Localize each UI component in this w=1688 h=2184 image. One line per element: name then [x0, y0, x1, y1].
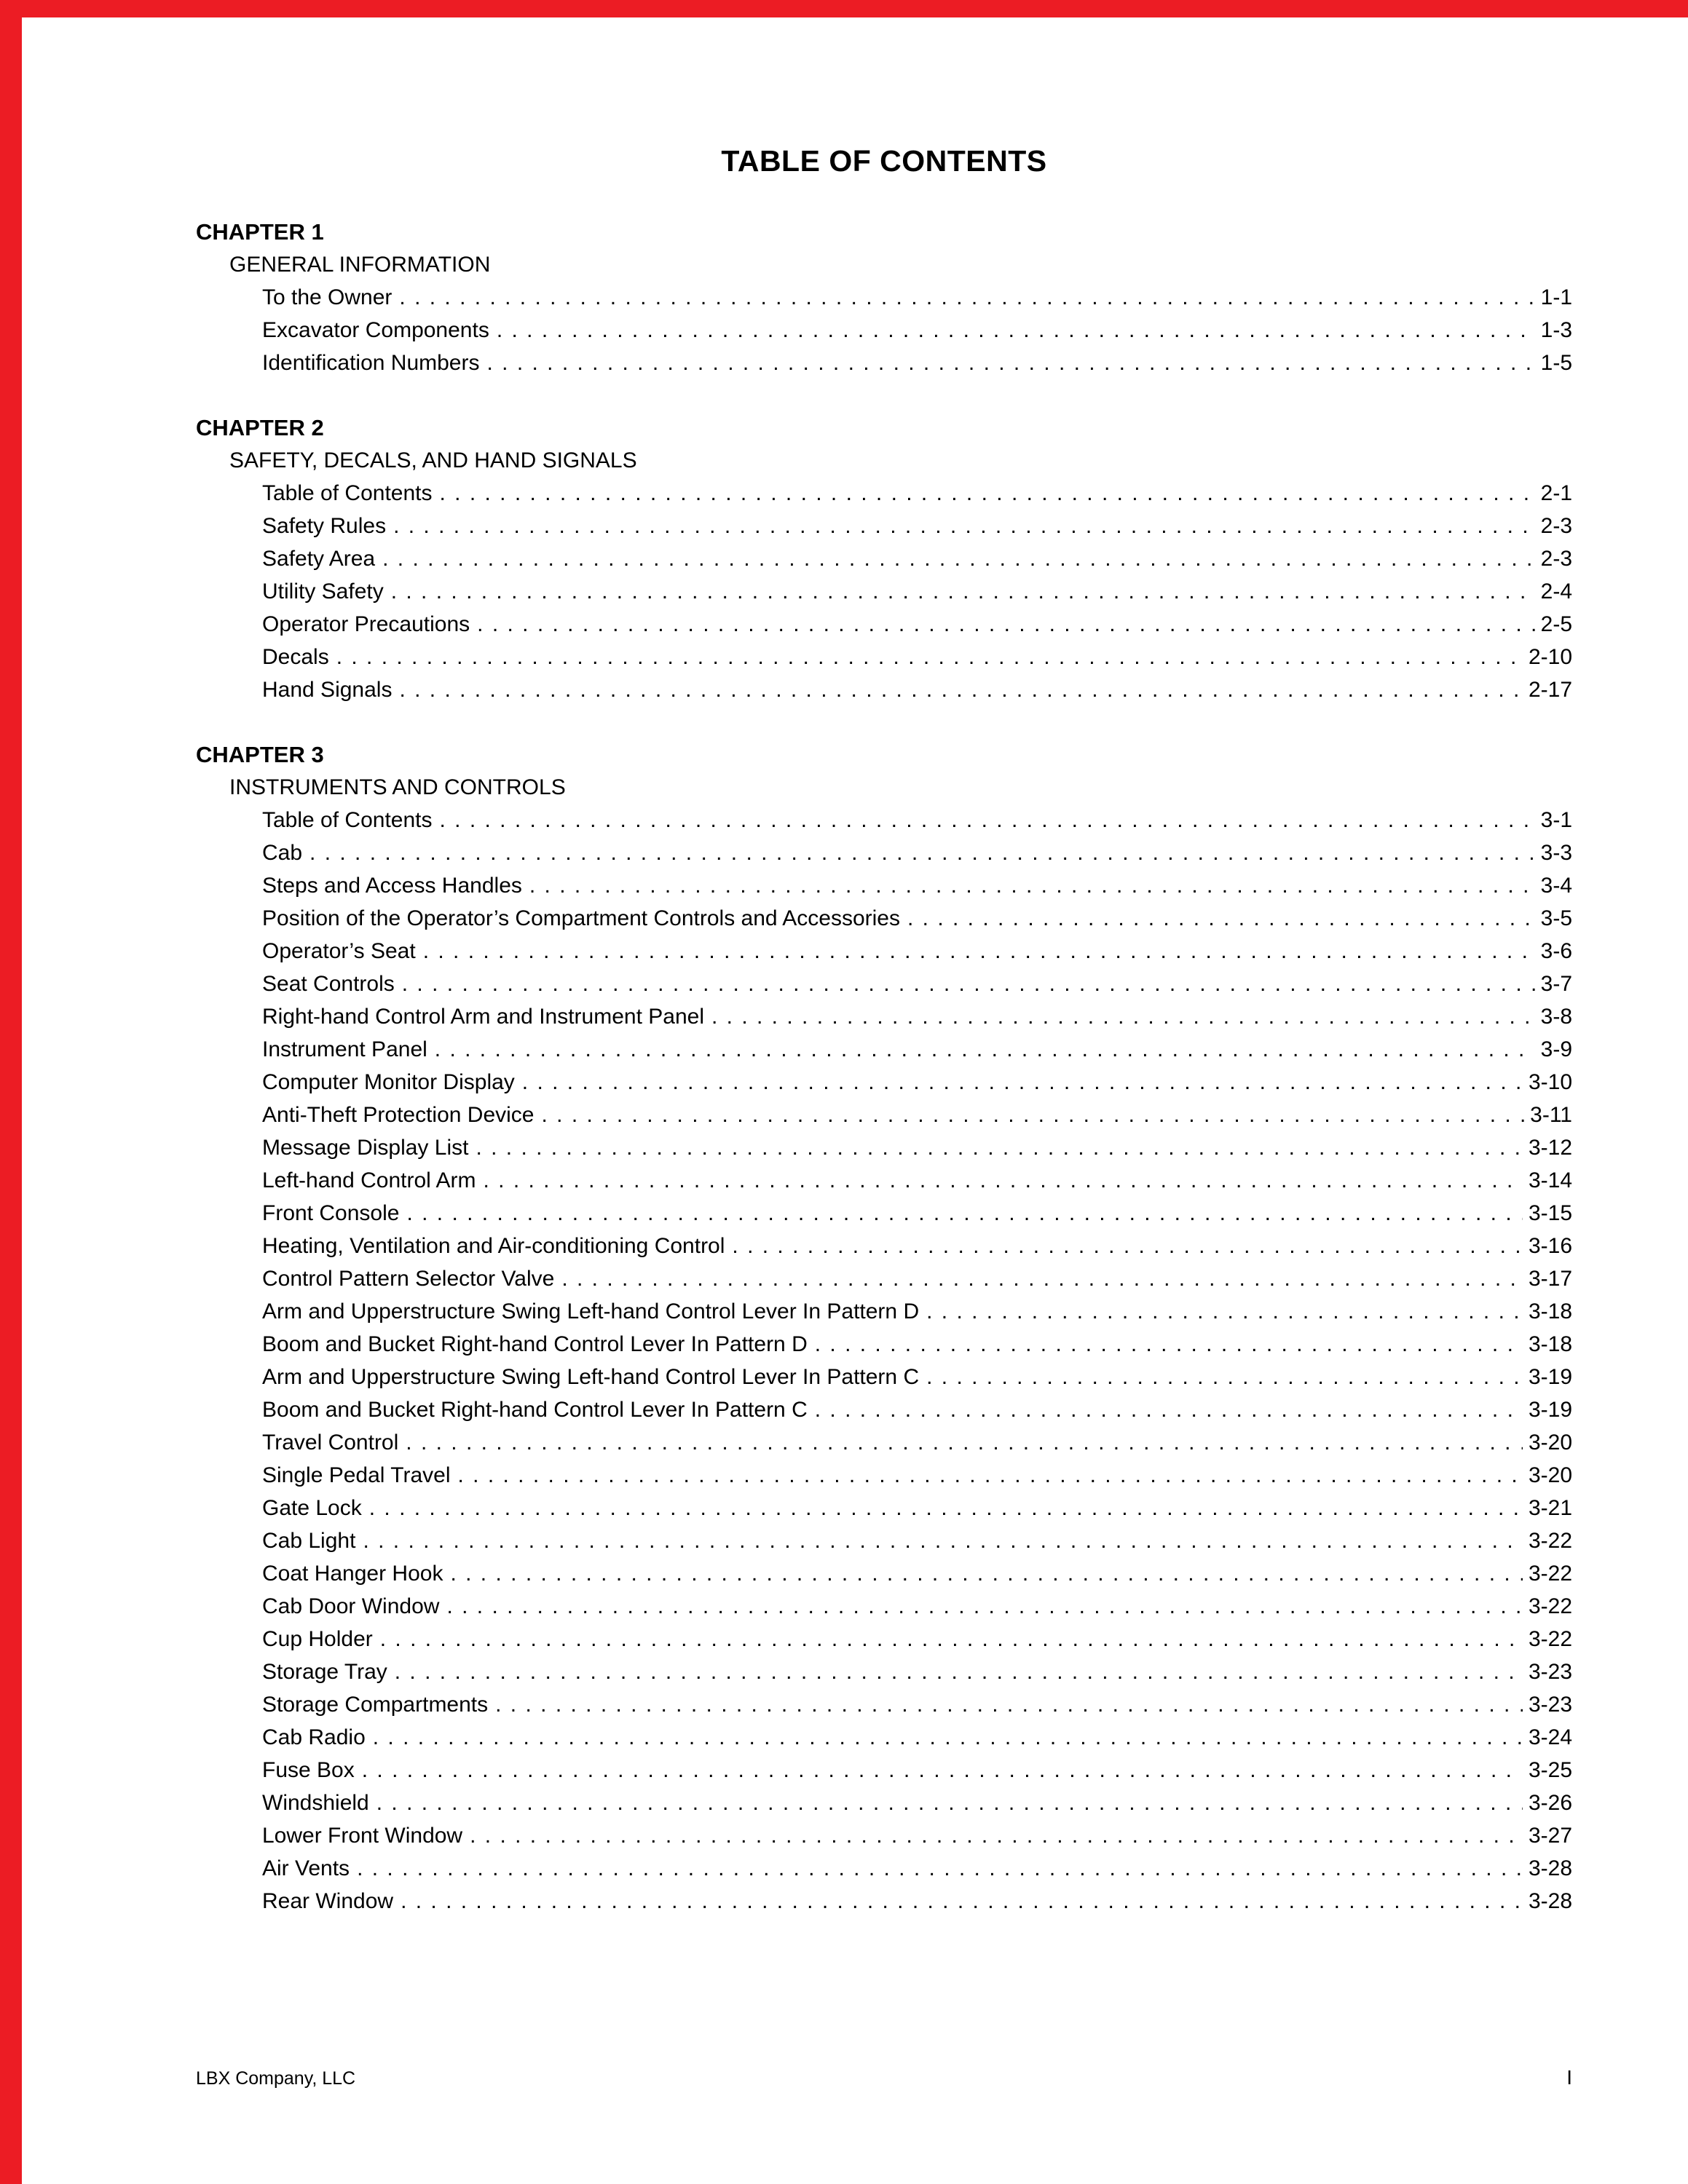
- toc-dot-leader: [561, 1262, 1523, 1295]
- toc-entry-label: Operator Precautions: [262, 612, 470, 636]
- toc-entry-page: 3-24: [1528, 1725, 1572, 1749]
- toc-entry: [262, 1754, 1572, 1787]
- toc-entry-label: Table of Contents: [262, 481, 433, 505]
- toc-entry: [262, 1197, 1572, 1230]
- toc-entry: [262, 1557, 1572, 1590]
- toc-dot-leader: [399, 281, 1534, 314]
- toc-entry-label: Cab: [262, 841, 303, 865]
- toc-entry-label: Excavator Components: [262, 318, 489, 342]
- toc-entry-label: Identification Numbers: [262, 351, 480, 375]
- toc-entry-label: Cab Radio: [262, 1725, 366, 1749]
- toc-entry-page: 2-3: [1540, 514, 1572, 538]
- toc-entry-label: Safety Rules: [262, 514, 387, 538]
- toc-entry-label: Front Console: [262, 1201, 400, 1225]
- toc-dot-leader: [373, 1721, 1523, 1754]
- toc-entry-page: 3-25: [1528, 1758, 1572, 1782]
- toc-entry-page: 1-1: [1540, 285, 1572, 309]
- toc-entry: [262, 1164, 1572, 1197]
- chapter-section: [196, 411, 1572, 706]
- chapter-subtitle: GENERAL INFORMATION: [229, 253, 491, 277]
- toc-entry-label: Lower Front Window: [262, 1824, 463, 1848]
- toc-entry-page: 3-12: [1528, 1136, 1572, 1160]
- toc-entry-page: 2-10: [1528, 645, 1572, 669]
- toc-entry: [262, 1262, 1572, 1295]
- toc-dot-leader: [815, 1393, 1523, 1426]
- toc-entry: [262, 1819, 1572, 1852]
- toc-entry-label: Coat Hanger Hook: [262, 1562, 443, 1586]
- toc-dot-leader: [497, 314, 1535, 347]
- toc-dot-leader: [401, 1885, 1523, 1918]
- toc-entry: [262, 1328, 1572, 1361]
- toc-dot-leader: [483, 1164, 1522, 1197]
- toc-entry-page: 3-15: [1528, 1201, 1572, 1225]
- toc-entry-label: To the Owner: [262, 285, 393, 309]
- toc-entry: [262, 575, 1572, 608]
- footer-company-name: LBX Company, LLC: [196, 2068, 356, 2089]
- toc-dot-leader: [907, 902, 1535, 935]
- toc-dot-leader: [393, 510, 1535, 542]
- toc-entry-label: Cup Holder: [262, 1627, 373, 1651]
- toc-dot-leader: [711, 1000, 1535, 1033]
- toc-dot-leader: [369, 1492, 1523, 1524]
- chapter-heading: CHAPTER 2: [196, 415, 324, 440]
- toc-entry-page: 3-20: [1528, 1431, 1572, 1455]
- chapter-entries: [196, 281, 1572, 379]
- toc-entry-page: 3-5: [1540, 906, 1572, 930]
- toc-entry: [262, 1361, 1572, 1393]
- toc-entry: [262, 542, 1572, 575]
- toc-entry-page: 3-19: [1528, 1398, 1572, 1422]
- toc-entry: [262, 477, 1572, 510]
- toc-entry-page: 2-4: [1540, 579, 1572, 604]
- toc-dot-leader: [309, 836, 1535, 869]
- chapters-container: [196, 215, 1572, 1918]
- toc-entry-page: 3-28: [1528, 1889, 1572, 1913]
- toc-entry: [262, 935, 1572, 968]
- toc-dot-leader: [522, 1066, 1523, 1099]
- toc-entry-label: Arm and Upperstructure Swing Left-hand Control Lever In Pattern C: [262, 1365, 920, 1389]
- toc-entry: [262, 1230, 1572, 1262]
- toc-entry-label: Single Pedal Travel: [262, 1463, 451, 1487]
- toc-dot-leader: [476, 1131, 1523, 1164]
- toc-dot-leader: [406, 1426, 1523, 1459]
- toc-entry-page: 2-17: [1528, 678, 1572, 702]
- toc-entry: [262, 1721, 1572, 1754]
- toc-entry-page: 3-18: [1528, 1299, 1572, 1324]
- toc-entry-page: 3-23: [1528, 1660, 1572, 1684]
- toc-entry-page: 2-5: [1540, 612, 1572, 636]
- chapter-subtitle: SAFETY, DECALS, AND HAND SIGNALS: [229, 448, 637, 472]
- toc-dot-leader: [486, 347, 1534, 379]
- toc-entry: [262, 641, 1572, 673]
- toc-dot-leader: [439, 477, 1534, 510]
- toc-entry-label: Utility Safety: [262, 579, 384, 604]
- toc-entry-label: Cab Light: [262, 1529, 356, 1553]
- toc-entry-page: 3-10: [1528, 1070, 1572, 1094]
- toc-dot-leader: [376, 1787, 1523, 1819]
- toc-dot-leader: [439, 804, 1534, 836]
- toc-entry: [262, 673, 1572, 706]
- toc-entry-page: 3-27: [1528, 1824, 1572, 1848]
- toc-entry: [262, 1655, 1572, 1688]
- toc-dot-leader: [470, 1819, 1523, 1852]
- toc-entry: [262, 1590, 1572, 1623]
- toc-entry: [262, 836, 1572, 869]
- page-footer: [196, 2066, 1572, 2089]
- toc-dot-leader: [458, 1459, 1523, 1492]
- toc-entry-label: Storage Tray: [262, 1660, 387, 1684]
- toc-dot-leader: [382, 542, 1535, 575]
- toc-entry-page: 3-20: [1528, 1463, 1572, 1487]
- toc-entry-page: 1-3: [1540, 318, 1572, 342]
- chapter-heading: CHAPTER 3: [196, 742, 324, 767]
- toc-entry-page: 3-19: [1528, 1365, 1572, 1389]
- toc-entry: [262, 1295, 1572, 1328]
- toc-entry-label: Rear Window: [262, 1889, 394, 1913]
- toc-entry-page: 3-14: [1528, 1168, 1572, 1192]
- toc-entry-label: Arm and Upperstructure Swing Left-hand Control Lever In Pattern D: [262, 1299, 920, 1324]
- toc-entry-page: 3-28: [1528, 1856, 1572, 1880]
- toc-entry-label: Windshield: [262, 1791, 369, 1815]
- toc-entry-label: Boom and Bucket Right-hand Control Lever In Pattern C: [262, 1398, 808, 1422]
- toc-entry-label: Instrument Panel: [262, 1037, 427, 1061]
- toc-entry: [262, 1852, 1572, 1885]
- toc-entry-page: 3-11: [1530, 1103, 1572, 1127]
- toc-dot-leader: [406, 1197, 1523, 1230]
- footer-page-number: I: [1566, 2066, 1572, 2089]
- toc-dot-leader: [435, 1033, 1535, 1066]
- toc-entry: [262, 968, 1572, 1000]
- toc-entry: [262, 1787, 1572, 1819]
- toc-entry-page: 3-22: [1528, 1529, 1572, 1553]
- toc-entry-label: Boom and Bucket Right-hand Control Lever In Pattern D: [262, 1332, 808, 1356]
- toc-entry-label: Cab Door Window: [262, 1594, 440, 1618]
- toc-entry-label: Table of Contents: [262, 808, 433, 832]
- toc-entry-label: Heating, Ventilation and Air-conditioning Control: [262, 1234, 725, 1258]
- toc-entry-page: 3-22: [1528, 1627, 1572, 1651]
- toc-entry-label: Gate Lock: [262, 1496, 362, 1520]
- toc-entry: [262, 1885, 1572, 1918]
- toc-entry: [262, 1524, 1572, 1557]
- toc-dot-leader: [926, 1295, 1523, 1328]
- toc-entry: [262, 347, 1572, 379]
- toc-dot-leader: [542, 1099, 1525, 1131]
- toc-dot-leader: [446, 1590, 1523, 1623]
- toc-dot-leader: [732, 1230, 1523, 1262]
- chapter-entries: [196, 804, 1572, 1918]
- toc-dot-leader: [357, 1852, 1523, 1885]
- toc-entry: [262, 1492, 1572, 1524]
- toc-entry: [262, 1623, 1572, 1655]
- toc-dot-leader: [477, 608, 1534, 641]
- toc-entry-label: Message Display List: [262, 1136, 469, 1160]
- toc-entry-page: 3-17: [1528, 1267, 1572, 1291]
- toc-entry: [262, 902, 1572, 935]
- toc-entry: [262, 1099, 1572, 1131]
- chapter-heading: CHAPTER 1: [196, 219, 324, 245]
- page-content: [196, 0, 1572, 1918]
- toc-entry-label: Right-hand Control Arm and Instrument Panel: [262, 1005, 704, 1029]
- chapter-section: [196, 215, 1572, 379]
- toc-dot-leader: [399, 673, 1523, 706]
- toc-entry-label: Left-hand Control Arm: [262, 1168, 476, 1192]
- toc-entry-page: 3-18: [1528, 1332, 1572, 1356]
- toc-dot-leader: [423, 935, 1535, 968]
- toc-entry-page: 3-23: [1528, 1693, 1572, 1717]
- toc-dot-leader: [363, 1524, 1523, 1557]
- chapter-entries: [196, 477, 1572, 706]
- toc-entry-label: Position of the Operator’s Compartment Controls and Accessories: [262, 906, 900, 930]
- toc-dot-leader: [926, 1361, 1523, 1393]
- toc-entry-label: Hand Signals: [262, 678, 393, 702]
- toc-entry: [262, 1066, 1572, 1099]
- toc-entry: [262, 281, 1572, 314]
- toc-entry-page: 3-16: [1528, 1234, 1572, 1258]
- toc-entry-label: Travel Control: [262, 1431, 399, 1455]
- toc-entry: [262, 869, 1572, 902]
- toc-entry: [262, 1000, 1572, 1033]
- toc-entry-label: Fuse Box: [262, 1758, 355, 1782]
- toc-entry-label: Safety Area: [262, 547, 376, 571]
- toc-entry: [262, 1131, 1572, 1164]
- toc-entry: [262, 1688, 1572, 1721]
- toc-entry: [262, 608, 1572, 641]
- toc-entry-label: Air Vents: [262, 1856, 350, 1880]
- toc-entry-page: 3-26: [1528, 1791, 1572, 1815]
- toc-entry-label: Steps and Access Handles: [262, 874, 522, 898]
- toc-entry-label: Seat Controls: [262, 972, 395, 996]
- toc-entry-label: Control Pattern Selector Valve: [262, 1267, 555, 1291]
- toc-entry: [262, 804, 1572, 836]
- toc-entry-label: Decals: [262, 645, 329, 669]
- chapter-section: [196, 738, 1572, 1918]
- toc-entry-page: 2-1: [1540, 481, 1572, 505]
- toc-entry-page: 3-1: [1540, 808, 1572, 832]
- toc-dot-leader: [336, 641, 1523, 673]
- toc-dot-leader: [495, 1688, 1523, 1721]
- toc-entry: [262, 1426, 1572, 1459]
- toc-dot-leader: [380, 1623, 1523, 1655]
- toc-entry-page: 3-3: [1540, 841, 1572, 865]
- toc-entry-page: 3-6: [1540, 939, 1572, 963]
- toc-entry-label: Anti-Theft Protection Device: [262, 1103, 535, 1127]
- toc-entry-label: Storage Compartments: [262, 1693, 489, 1717]
- toc-entry: [262, 1459, 1572, 1492]
- toc-entry-label: Operator’s Seat: [262, 939, 416, 963]
- toc-dot-leader: [450, 1557, 1522, 1590]
- toc-dot-leader: [402, 968, 1535, 1000]
- toc-dot-leader: [395, 1655, 1523, 1688]
- toc-entry: [262, 1393, 1572, 1426]
- page-title: TABLE OF CONTENTS: [721, 144, 1047, 178]
- toc-entry-page: 3-7: [1540, 972, 1572, 996]
- toc-entry-page: 2-3: [1540, 547, 1572, 571]
- toc-entry-label: Computer Monitor Display: [262, 1070, 515, 1094]
- toc-entry-page: 3-8: [1540, 1005, 1572, 1029]
- toc-dot-leader: [362, 1754, 1523, 1787]
- toc-entry-page: 3-22: [1528, 1562, 1572, 1586]
- toc-entry-page: 3-4: [1540, 874, 1572, 898]
- left-accent-bar: [0, 0, 22, 2184]
- toc-entry: [262, 1033, 1572, 1066]
- toc-entry-page: 1-5: [1540, 351, 1572, 375]
- toc-dot-leader: [529, 869, 1535, 902]
- toc-entry: [262, 510, 1572, 542]
- toc-dot-leader: [391, 575, 1535, 608]
- toc-dot-leader: [815, 1328, 1523, 1361]
- toc-entry-page: 3-22: [1528, 1594, 1572, 1618]
- toc-entry-page: 3-21: [1528, 1496, 1572, 1520]
- toc-entry-page: 3-9: [1540, 1037, 1572, 1061]
- chapter-subtitle: INSTRUMENTS AND CONTROLS: [229, 775, 566, 799]
- toc-entry: [262, 314, 1572, 347]
